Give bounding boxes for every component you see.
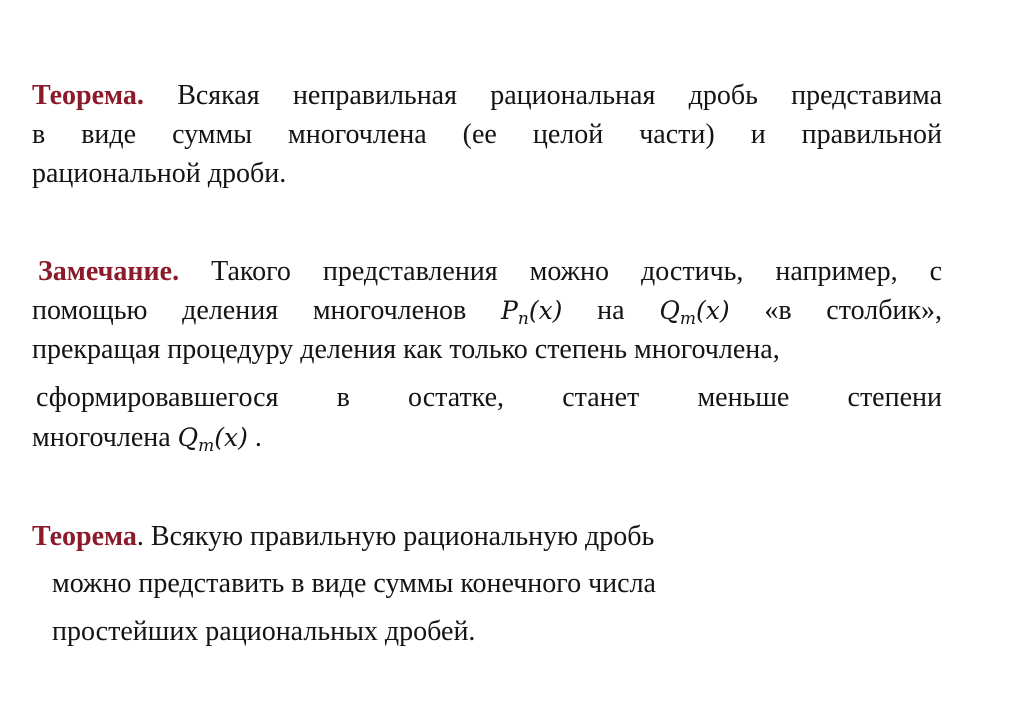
- theorem2-label: Теорема: [32, 521, 137, 552]
- remark-text-5b: .: [254, 422, 262, 453]
- theorem2-line3: [52, 614, 475, 650]
- remark-line4: [36, 380, 942, 416]
- remark-text-2a: помощью деления многочленов: [32, 295, 467, 326]
- theorem1-text-1: Всякая неправильная рациональная дробь представима: [177, 80, 943, 111]
- theorem1-line2: [32, 117, 942, 153]
- theorem2-line2: [52, 566, 656, 602]
- theorem1-text-2: в виде суммы многочлена (ее целой части) и правильной: [32, 119, 942, 150]
- theorem1-line3: [32, 156, 286, 192]
- remark-text-5a: многочлена: [32, 422, 171, 453]
- math-q-m-x-2: $Q_m(x)$: [177, 423, 248, 456]
- theorem2-text-2: можно представить в виде суммы конечного числа: [52, 568, 656, 599]
- theorem1-label: Теорема.: [32, 80, 144, 111]
- remark-text-1: Такого представления можно достичь, например, с: [211, 256, 942, 287]
- remark-text-3: прекращая процедуру деления как только степень многочлена,: [32, 334, 780, 365]
- remark-line5: [32, 420, 262, 456]
- theorem2-text-3: простейших рациональных дробей.: [52, 616, 476, 647]
- remark-text-4: сформировавшегося в остатке, станет меньше степени: [36, 382, 942, 413]
- theorem1-text-3: рациональной дроби.: [32, 158, 287, 189]
- math-q-m-x: $Q_m(x)$: [659, 296, 730, 329]
- remark-line1: [38, 254, 942, 290]
- theorem2-line1: [32, 519, 654, 555]
- remark-line2: [32, 293, 942, 329]
- theorem1-line1: [32, 78, 942, 114]
- remark-text-2c: «в столбик»,: [764, 295, 943, 326]
- theorem2-text-1: . Всякую правильную рациональную дробь: [136, 521, 655, 552]
- math-p-n-x: $P_n(x)$: [501, 296, 563, 329]
- remark-text-2b: на: [597, 295, 625, 326]
- remark-label: Замечание.: [38, 256, 180, 287]
- remark-line3: [32, 332, 780, 368]
